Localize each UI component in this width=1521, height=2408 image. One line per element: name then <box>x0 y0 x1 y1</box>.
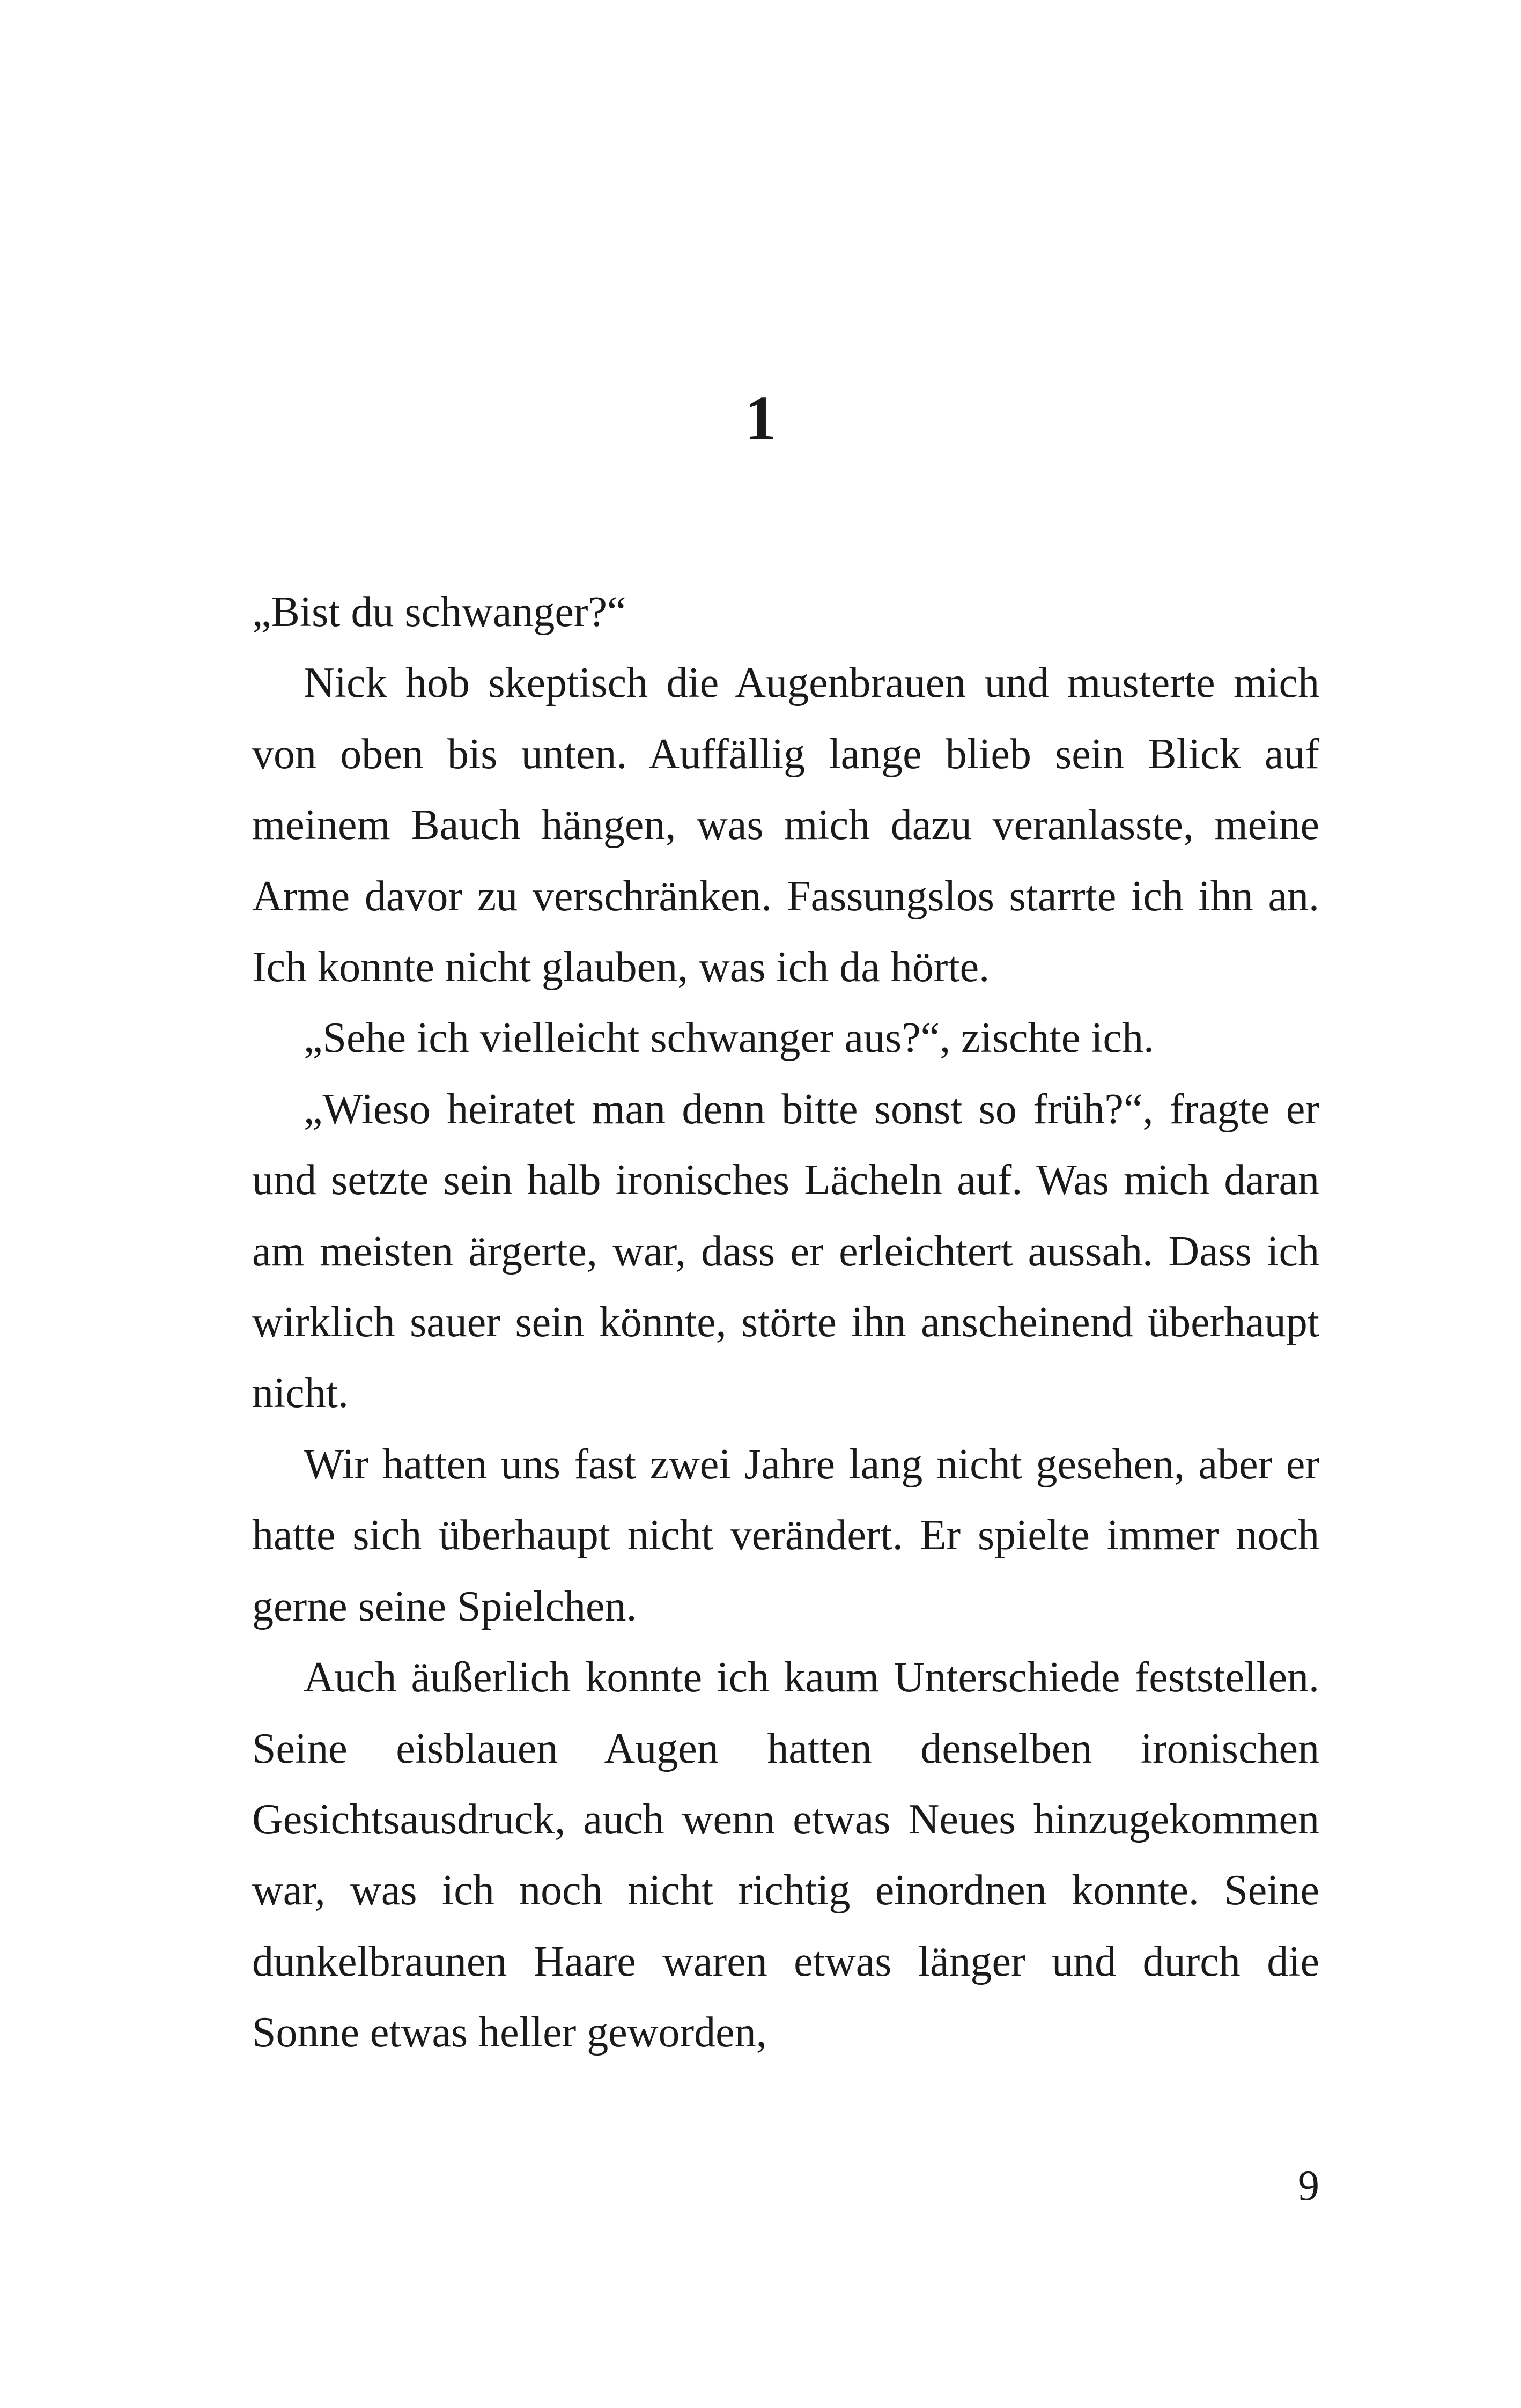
page-number: 9 <box>1298 2162 1319 2210</box>
paragraph-5: Wir hatten uns fast zwei Jahre lang nicht gesehen, aber er hatte sich überhaupt nicht verändert. Er spielte immer noch gerne seine Spielchen. <box>252 1440 1319 1630</box>
chapter-number: 1 <box>744 383 777 453</box>
chapter-body-text <box>252 577 1319 2068</box>
paragraph-1: „Bist du schwanger?“ <box>252 588 626 636</box>
paragraph-3: „Sehe ich vielleicht schwanger aus?“, zischte ich. <box>304 1014 1154 1062</box>
paragraph-4: „Wieso heiratet man denn bitte sonst so früh?“, fragte er und setzte sein halb ironisches Lächeln auf. Was mich daran am meisten ärgerte, war, dass er erleichtert aussah. Dass ich wirklich sauer sein könnte, störte ihn anscheinend überhaupt nicht. <box>252 1085 1319 1417</box>
paragraph-6: Auch äußerlich konnte ich kaum Unterschiede feststellen. Seine eisblauen Augen hatten denselben ironischen Gesichtsausdruck, auch wenn etwas Neues hinzugekommen war, was ich noch nicht richtig einordnen konnte. Seine dunkelbraunen Haare waren etwas länger und durch die Sonne etwas heller geworden, <box>252 1654 1319 2057</box>
paragraph-2: Nick hob skeptisch die Augenbrauen und musterte mich von oben bis unten. Auffällig lange blieb sein Blick auf meinem Bauch hängen, was mich dazu veranlasste, meine Arme davor zu verschränken. Fassungslos starrte ich ihn an. Ich konnte nicht glauben, was ich da hörte. <box>252 659 1319 991</box>
